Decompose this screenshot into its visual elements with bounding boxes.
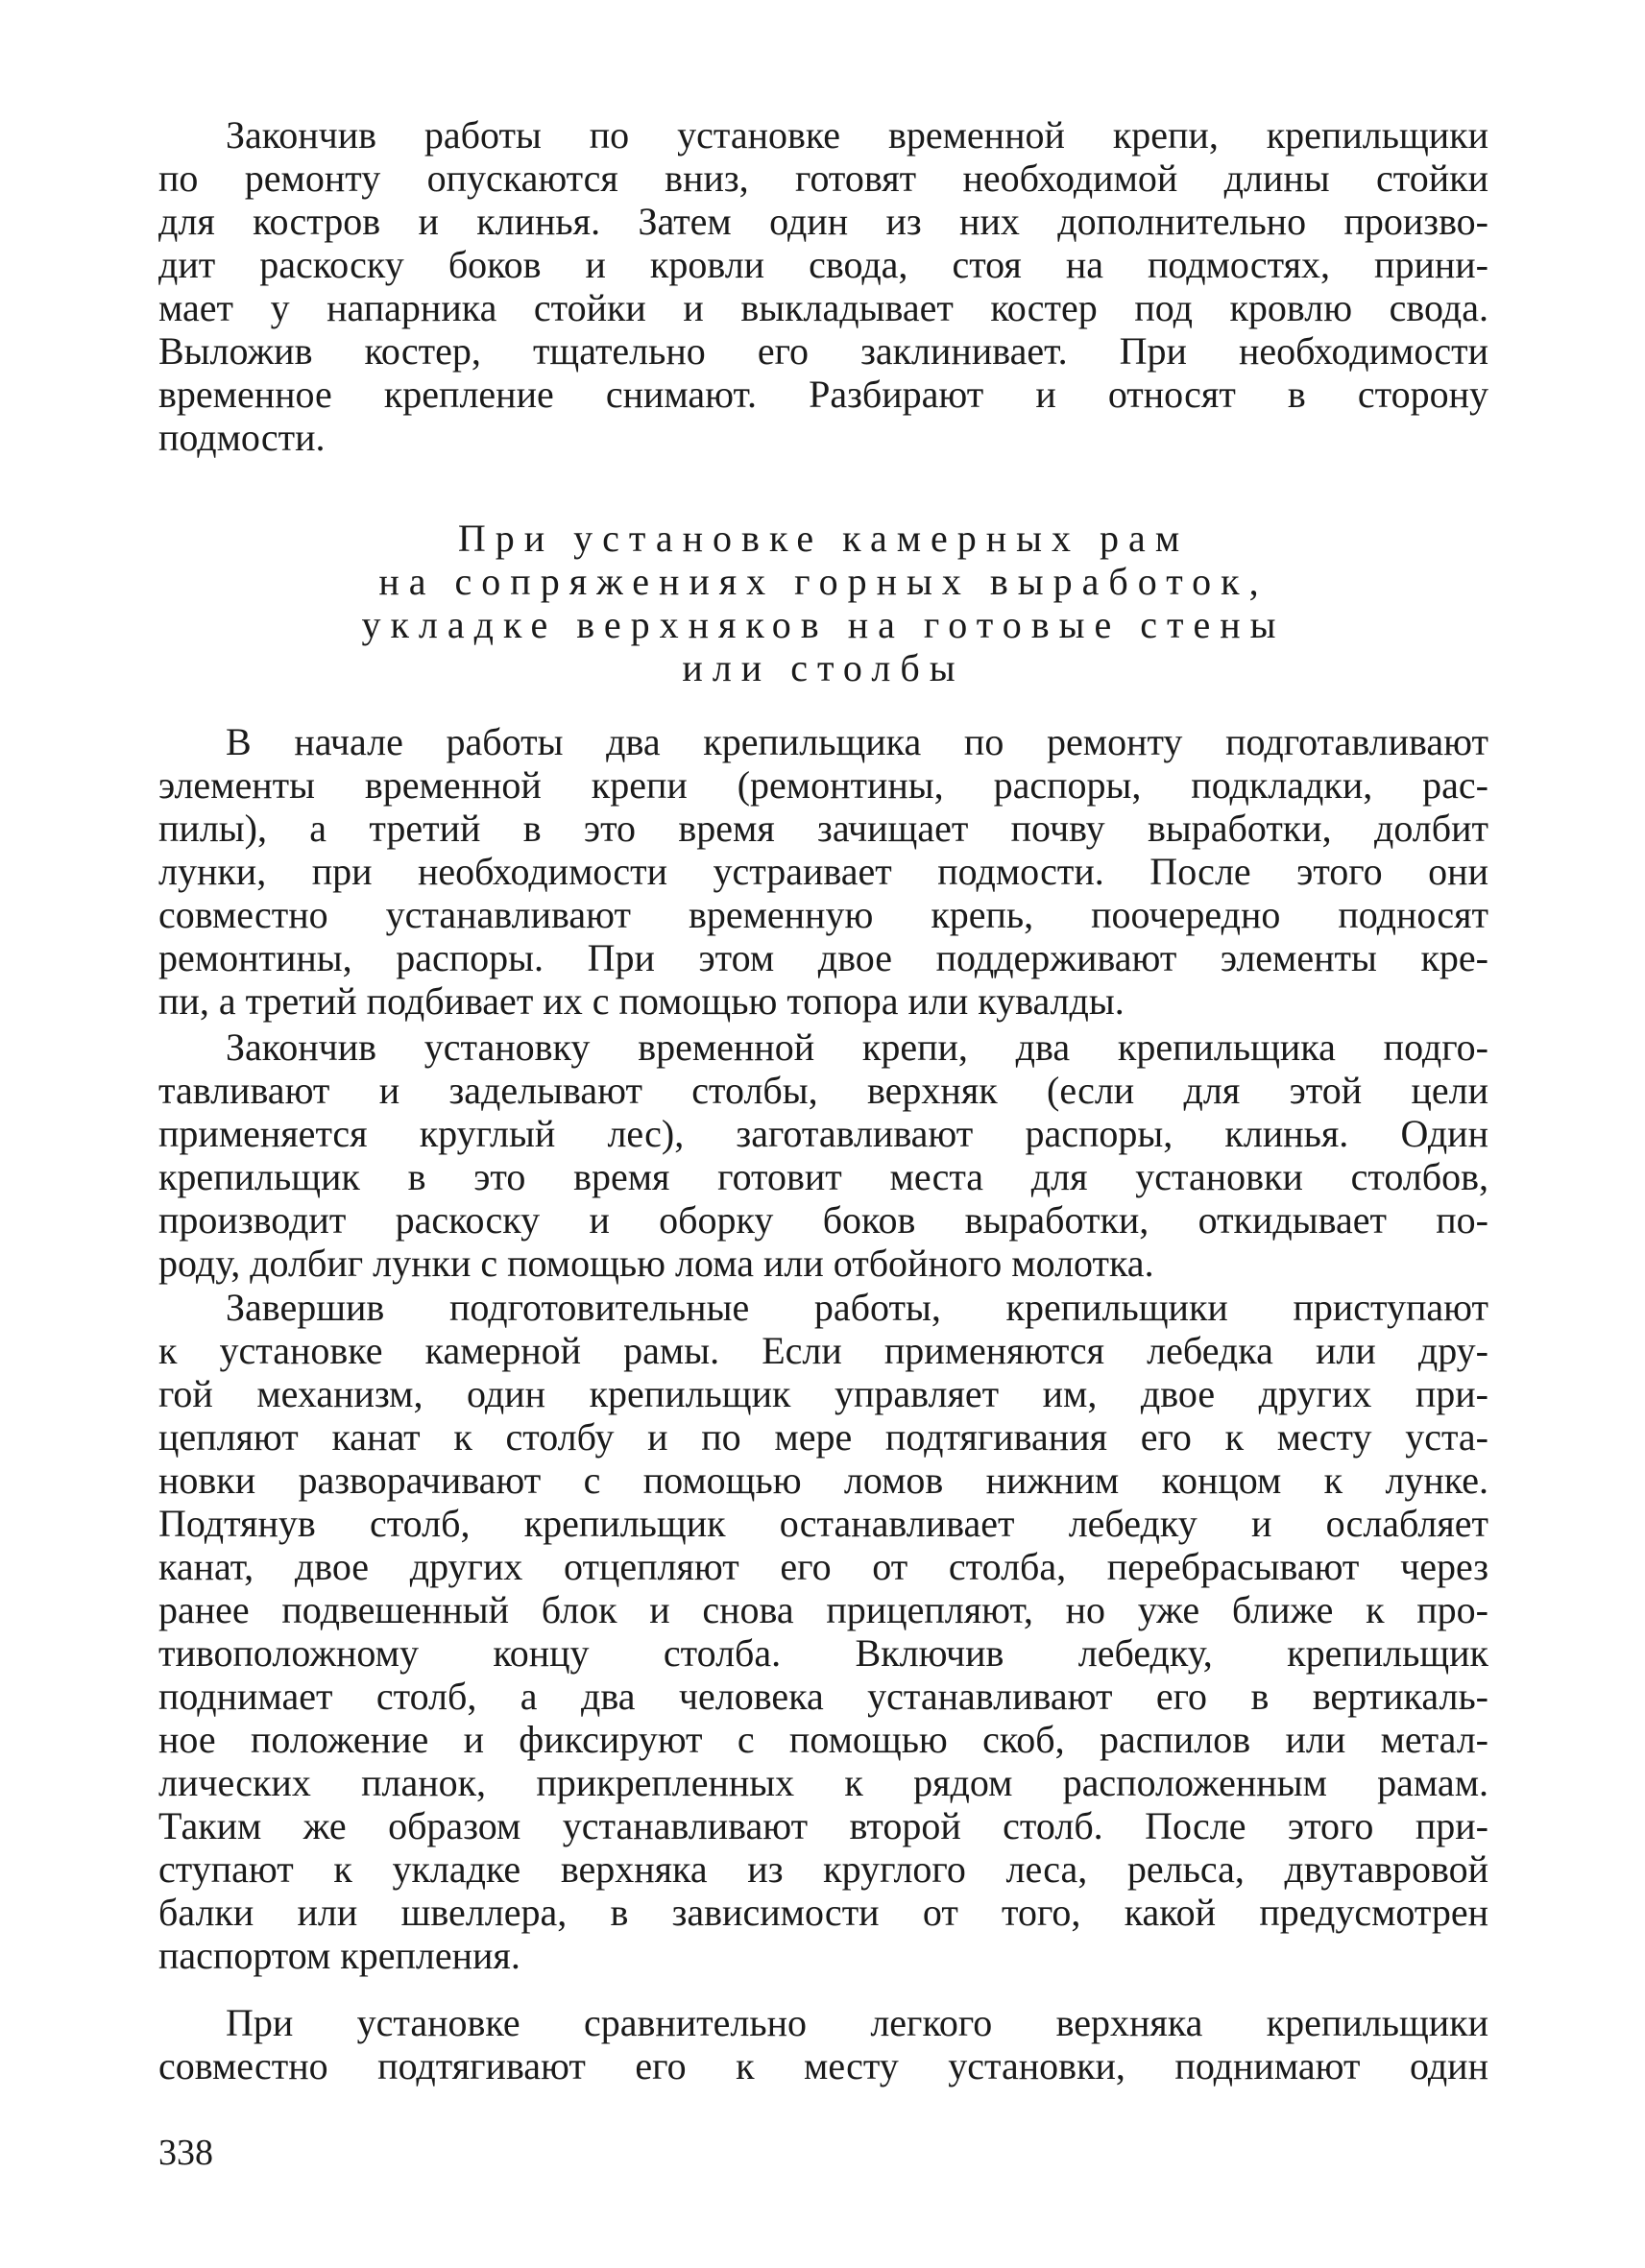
- text-line: Подтянув столб, крепильщик останавливает лебедку и ослабляет: [158, 1502, 1488, 1545]
- intro-paragraph: [158, 113, 1488, 459]
- heading-line: При установке камерных рам: [457, 517, 1190, 560]
- text-line: мает у напарника стойки и выкладывает костер под кровлю свода.: [158, 286, 1488, 329]
- text-line: новки разворачивают с помощью ломов нижним концом к лунке.: [158, 1459, 1488, 1502]
- text-line: пилы), а третий в это время зачищает почву выработки, долбит: [158, 807, 1488, 850]
- text-line: Таким же образом устанавливают второй столб. После этого при-: [158, 1804, 1488, 1847]
- heading-line: или столбы: [682, 646, 965, 689]
- text-line: Закончив установку временной крепи, два крепильщика подго-: [226, 1025, 1488, 1069]
- text-line: к установке камерной рамы. Если применяются лебедка или дру-: [158, 1329, 1488, 1372]
- text-line: производит раскоску и оборку боков выработки, откидывает по-: [158, 1198, 1488, 1242]
- text-line: тивоположному концу столба. Включив лебедку, крепильщик: [158, 1631, 1488, 1675]
- text-line: пи, а третий подбивает их с помощью топора или кувалды.: [158, 979, 1125, 1023]
- text-line: лунки, при необходимости устраивает подмости. После этого они: [158, 850, 1488, 893]
- text-line: подмости.: [158, 416, 326, 459]
- page-number: 338: [158, 2133, 213, 2173]
- heading-line: укладке верхняков на готовые стены: [361, 603, 1286, 646]
- text-line: тавливают и заделывают столбы, верхняк (если для этой цели: [158, 1069, 1488, 1112]
- text-line: Завершив подготовительные работы, крепильщики приступают: [226, 1286, 1488, 1329]
- text-line: гой механизм, один крепильщик управляет им, двое других при-: [158, 1372, 1488, 1415]
- text-line: временное крепление снимают. Разбирают и относят в сторону: [158, 373, 1488, 416]
- paragraph-1: [158, 720, 1488, 1023]
- text-line: ступают к укладке верхняка из круглого леса, рельса, двутавровой: [158, 1847, 1488, 1891]
- text-line: ремонтины, распоры. При этом двое поддерживают элементы кре-: [158, 936, 1488, 979]
- text-line: балки или швеллера, в зависимости от того, какой предусмотрен: [158, 1891, 1488, 1934]
- paragraph-2: [158, 1025, 1488, 1285]
- text-line: Выложив костер, тщательно его заклинивает. При необходимости: [158, 329, 1488, 373]
- paragraph-4: [158, 2001, 1488, 2087]
- text-line: роду, долбиг лунки с помощью лома или отбойного молотка.: [158, 1242, 1154, 1285]
- paragraph-3: [158, 1286, 1488, 1977]
- text-line: При установке сравнительно легкого верхняка крепильщики: [226, 2001, 1488, 2044]
- text-line: поднимает столб, а два человека устанавливают его в вертикаль-: [158, 1675, 1488, 1718]
- text-line: ное положение и фиксируют с помощью скоб, распилов или метал-: [158, 1718, 1488, 1761]
- text-line: В начале работы два крепильщика по ремонту подготавливают: [226, 720, 1488, 763]
- text-line: канат, двое других отцепляют его от столба, перебрасывают через: [158, 1545, 1488, 1588]
- heading-line: на сопряжениях горных выработок,: [378, 560, 1269, 603]
- text-line: цепляют канат к столбу и по мере подтягивания его к месту уста-: [158, 1415, 1488, 1459]
- text-line: по ремонту опускаются вниз, готовят необходимой длины стойки: [158, 157, 1488, 200]
- text-line: паспортом крепления.: [158, 1934, 520, 1977]
- text-line: дит раскоску боков и кровли свода, стоя на подмостях, прини-: [158, 243, 1488, 286]
- text-line: лических планок, прикрепленных к рядом расположенным рамам.: [158, 1761, 1488, 1804]
- text-line: крепильщик в это время готовит места для установки столбов,: [158, 1155, 1488, 1198]
- section-heading: [158, 517, 1488, 689]
- text-line: элементы временной крепи (ремонтины, распоры, подкладки, рас-: [158, 763, 1488, 807]
- text-line: Закончив работы по установке временной крепи, крепильщики: [226, 113, 1488, 157]
- text-line: совместно устанавливают временную крепь, поочередно подносят: [158, 893, 1488, 936]
- text-line: ранее подвешенный блок и снова прицепляют, но уже ближе к про-: [158, 1588, 1488, 1631]
- text-line: для костров и клинья. Затем один из них дополнительно произво-: [158, 200, 1488, 243]
- text-line: совместно подтягивают его к месту установки, поднимают один: [158, 2044, 1488, 2087]
- text-line: применяется круглый лес), заготавливают распоры, клинья. Один: [158, 1112, 1488, 1155]
